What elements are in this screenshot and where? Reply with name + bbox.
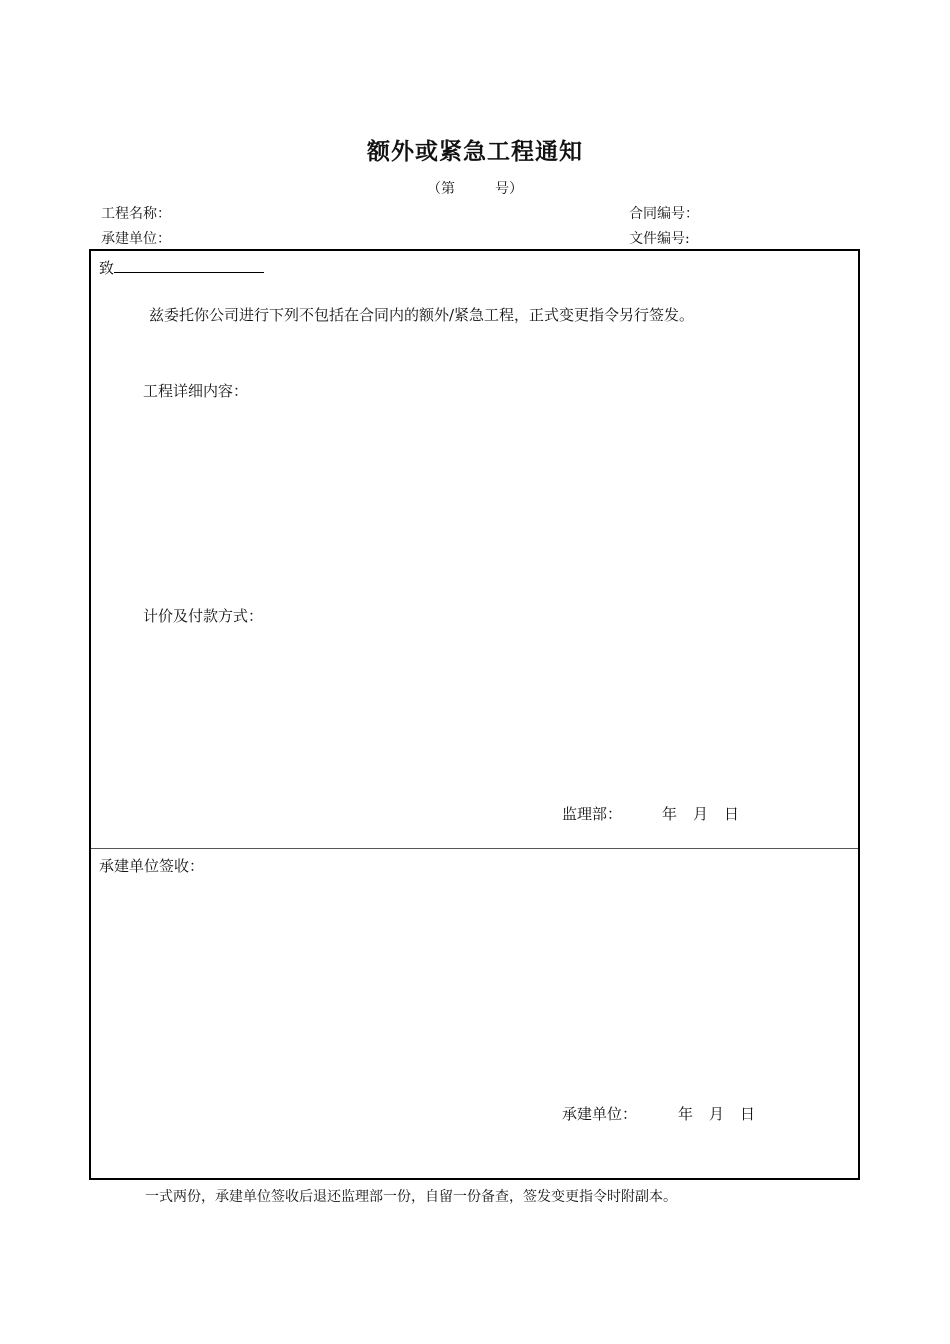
detail-label: 工程详细内容： [143,382,249,400]
supervisor-date [662,803,755,824]
to-label: 致 [99,259,115,277]
contract-no-label: 合同编号： [629,206,699,222]
receipt-date [678,1103,771,1124]
footer-note: 一式两份，承建单位签收后退还监理部一份，自留一份备查，签发变更指令时附副本。 [145,1189,677,1205]
addressee-field[interactable] [114,258,264,273]
serial-close: 号） [495,181,523,197]
notice-form-box [89,249,860,1180]
supervisor-label: 监理部： [562,805,623,823]
receipt-date-day: 日 [740,1105,756,1123]
file-no-label: 文件编号: [629,231,690,247]
serial-number [0,178,950,198]
pricing-label: 计价及付款方式： [143,607,264,625]
receipt-contractor-label: 承建单位： [562,1105,638,1123]
addressee-line [99,257,264,278]
date-year: 年 [662,805,678,823]
receipt-sign-label: 承建单位签收： [99,857,205,875]
receipt-date-year: 年 [678,1105,694,1123]
section-divider [91,848,858,849]
notice-statement: 兹委托你公司进行下列不包括在合同内的额外/紧急工程，正式变更指令另行签发。 [149,306,695,324]
date-day: 日 [724,805,740,823]
date-month: 月 [693,805,709,823]
serial-open: （第 [427,181,455,197]
contractor-label: 承建单位： [101,231,171,247]
project-name-label: 工程名称： [101,206,171,222]
page-title: 额外或紧急工程通知 [367,139,583,165]
receipt-date-month: 月 [709,1105,725,1123]
